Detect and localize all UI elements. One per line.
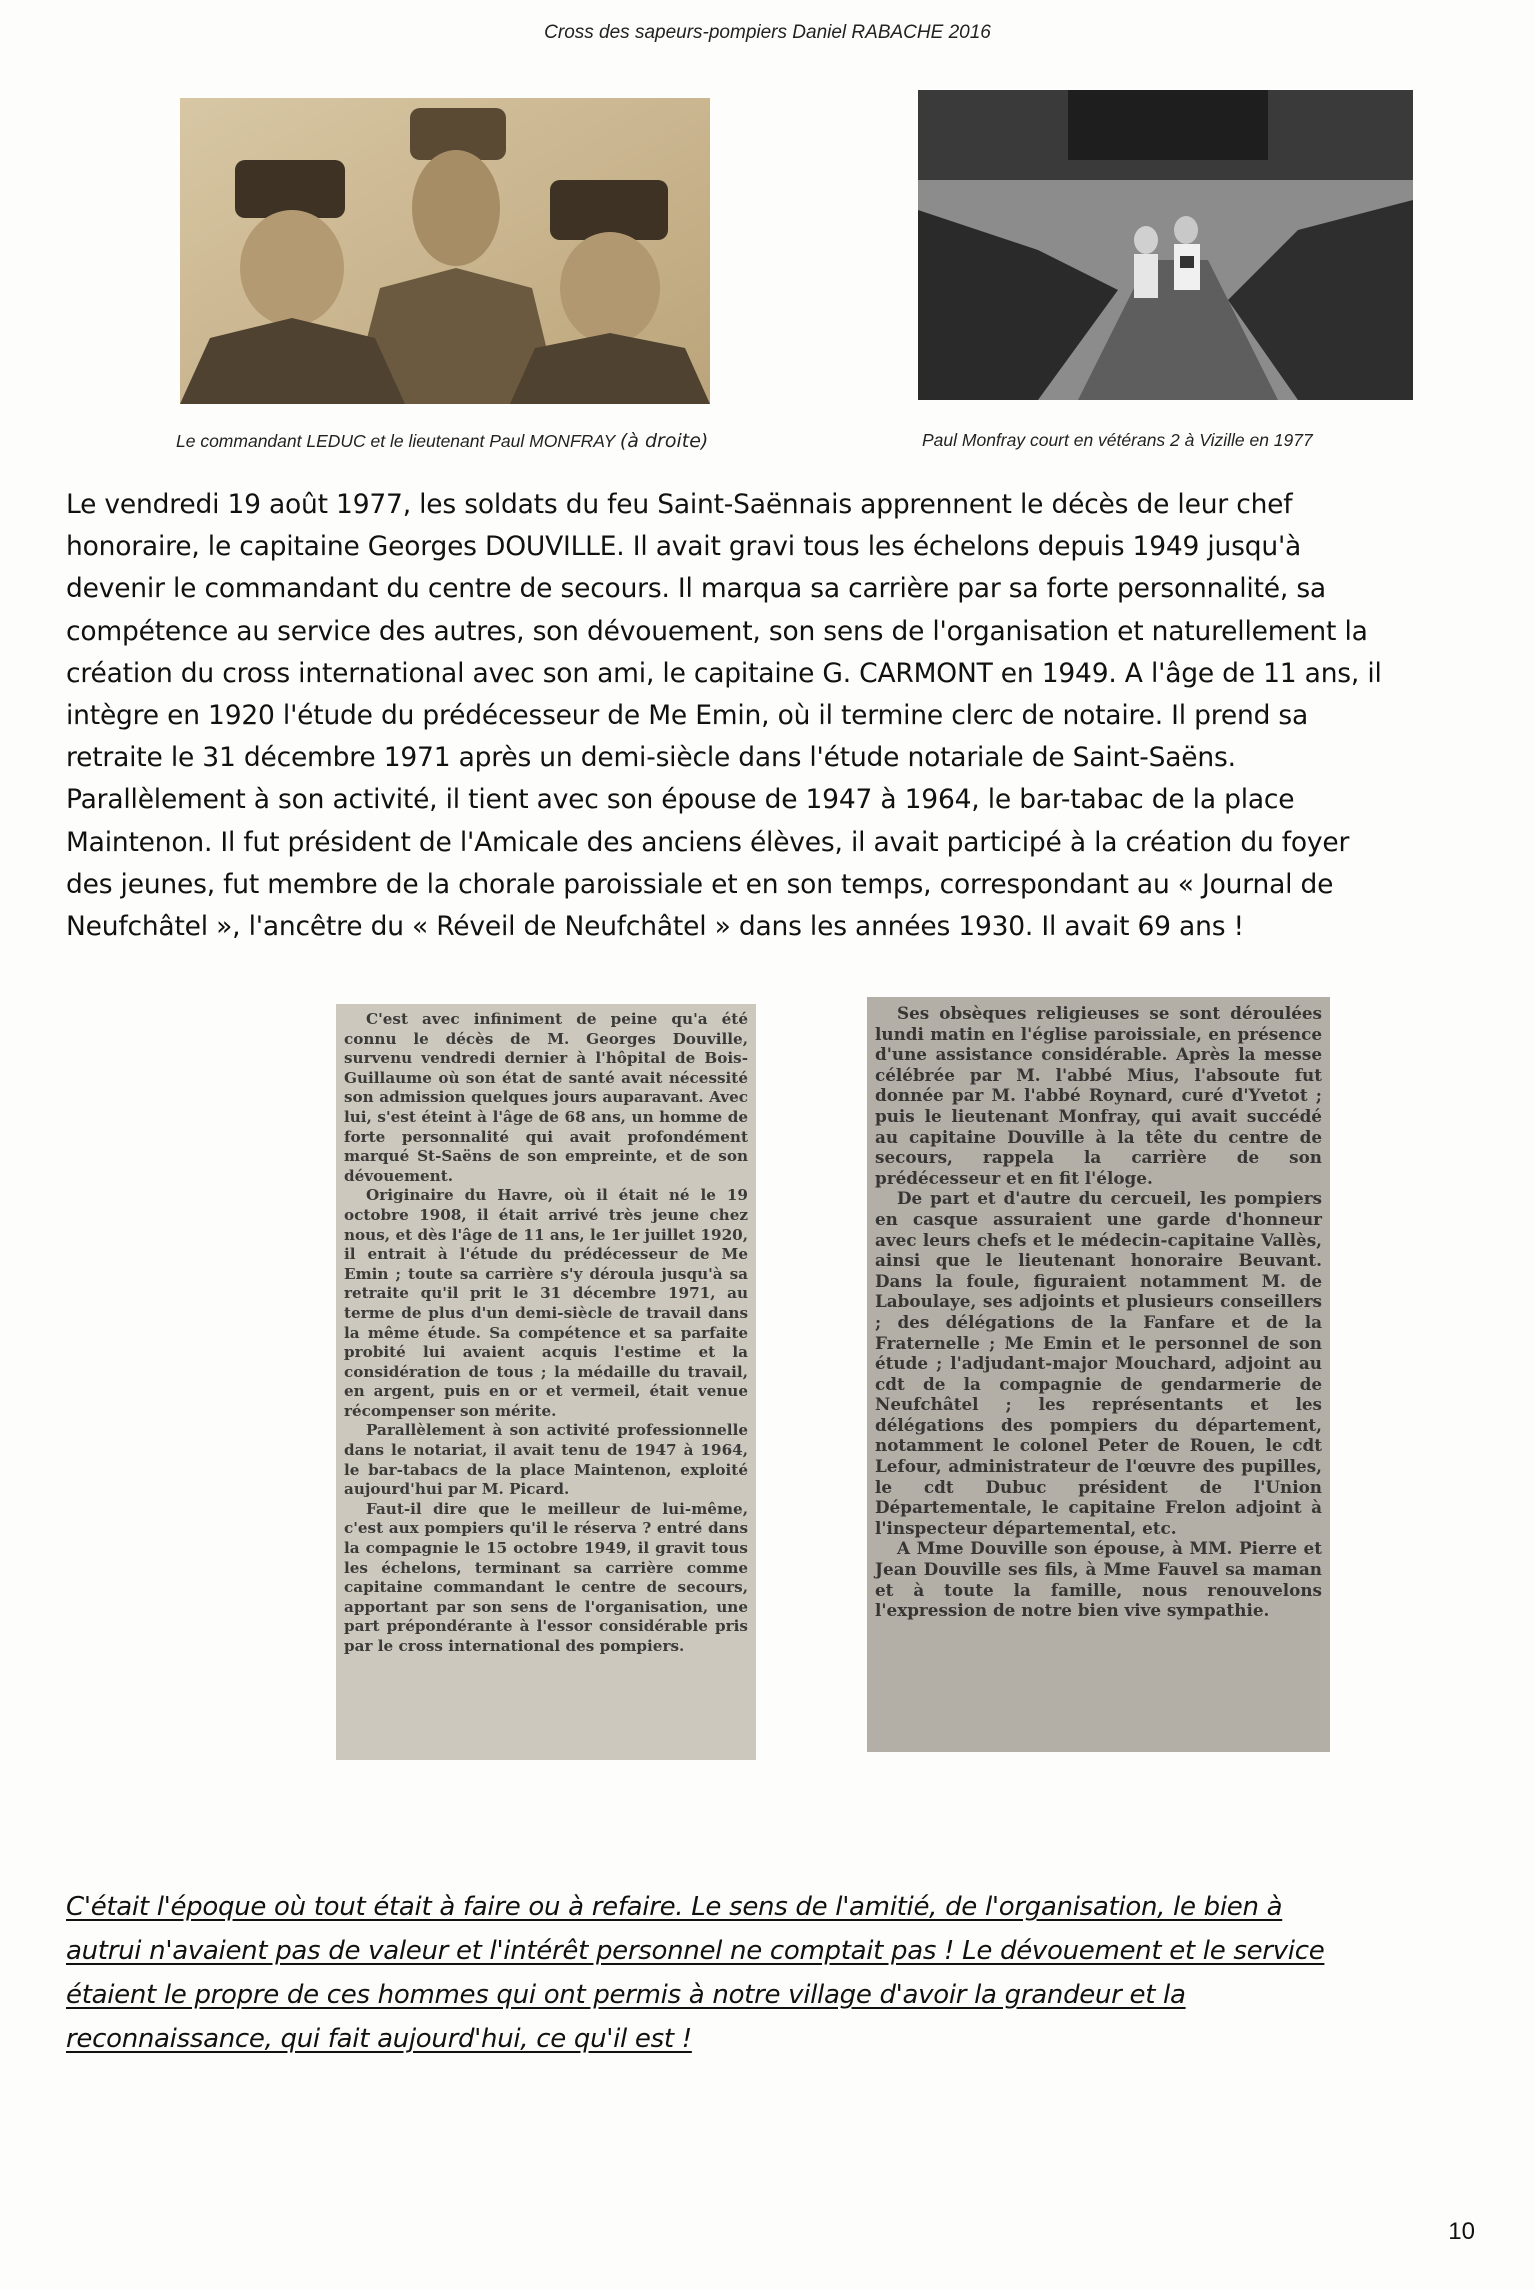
body-line: Maintenon. Il fut président de l'Amicale des anciens élèves, il avait participé à la création du foyer [66,826,1350,858]
clipping-paragraph: C'est avec infiniment de peine qu'a été connu le décès de M. Georges Douville, survenu vendredi dernier à l'hôpital de Bois-Guillaume où son état de santé avait nécessité son admission quelques jours auparavant. Avec lui, s'est éteint à l'âge de 68 ans, un homme de forte personnalité qui avait profondément marqué St-Saëns de son empreinte, et de son dévouement. [344,1010,748,1185]
body-line: Neufchâtel », l'ancêtre du « Réveil de Neufchâtel » dans les années 1930. Il avait 69 ans ! [66,911,1244,943]
body-line: honoraire, le capitaine Georges DOUVILLE. Il avait gravi tous les échelons depuis 1949 jusqu'à [66,531,1302,563]
body-line: création du cross international avec son ami, le capitaine G. CARMONT en 1949. A l'âge de 11 ans, il [66,657,1382,689]
body-line: devenir le commandant du centre de secours. Il marqua sa carrière par sa forte personnalité, sa [66,573,1326,605]
article-body [66,484,1466,948]
conclusion-line: étaient le propre de ces hommes qui ont permis à notre village d'avoir la grandeur et la [66,1980,1186,2010]
officers-photo [180,98,710,404]
clipping-paragraph: Parallèlement à son activité professionnelle dans le notariat, il avait tenu de 1947 à 1964, le bar-tabacs de la place Maintenon, exploité aujourd'hui par M. Picard. [344,1421,748,1499]
runners-photo-caption: Paul Monfray court en vétérans 2 à Vizille en 1977 [922,430,1313,450]
clipping-paragraph: Originaire du Havre, où il était né le 19 octobre 1908, il était arrivé très jeune chez nous, et dès l'âge de 11 ans, le 1er juillet 1920, il entrait à l'étude du prédécesseur de Me Emin ; toute sa carrière s'y déroula jusqu'à sa retraite qu'il prit le 31 décembre 1971, au terme de plus d'un demi-siècle de travail dans la même étude. Sa compétence et sa parfaite probité lui avaient acquis l'estime et la considération de tous ; la médaille du travail, en argent, puis en or et vermeil, était venue récompenser son mérite. [344,1186,748,1420]
body-line: retraite le 31 décembre 1971 après un demi-siècle dans l'étude notariale de Saint-Saëns. [66,742,1236,774]
body-line: intègre en 1920 l'étude du prédécesseur de Me Emin, où il termine clerc de notaire. Il prend sa [66,700,1309,732]
officers-caption-main: Le commandant LEDUC et le lieutenant Paul MONFRAY [176,431,616,451]
clipping-paragraph: A Mme Douville son épouse, à MM. Pierre et Jean Douville ses fils, à Mme Fauvel sa maman et à toute la famille, nous renouvelons l'expression de notre bien vive sympathie. [875,1538,1322,1621]
clipping-paragraph: Faut-il dire que le meilleur de lui-même, c'est aux pompiers qu'il le réserva ? entré dans la compagnie le 15 octobre 1949, il gravit tous les échelons, terminant sa carrière comme capitaine commandant le centre de secours, apportant par son sens de l'organisation, une part prépondérante à l'essor considérable pris par le cross international des pompiers. [344,1499,748,1655]
body-line: compétence au service des autres, son dévouement, son sens de l'organisation et naturellement la [66,615,1368,647]
officers-photo-caption [176,430,708,452]
clipping-paragraph: De part et d'autre du cercueil, les pompiers en casque assuraient une garde d'honneur avec leurs chefs et le médecin-capitaine Vallès, ainsi que le lieutenant honoraire Beuvant. Dans la foule, figuraient notamment M. de Laboulaye, ses adjoints et plusieurs conseillers ; des délégations de la Fanfare et de la Fraternelle ; Me Emin et le personnel de son étude ; l'adjudant-major Mouchard, adjoint au cdt de la compagnie de gendarmerie de Neufchâtel ; les représentants et les délégations des pompiers du département, notamment le colonel Peter de Rouen, le cdt Lefour, administrateur de l'œuvre des pupilles, le cdt Dubuc président de l'Union Départementale, le capitaine Frelon adjoint à l'inspecteur départemental, etc. [875,1188,1322,1538]
conclusion-line: C'était l'époque où tout était à faire ou à refaire. Le sens de l'amitié, de l'organisation, le bien à [66,1892,1283,1922]
page-header: Cross des sapeurs-pompiers Daniel RABACHE 2016 [544,22,991,43]
newspaper-clipping-funeral [867,997,1330,1752]
body-line: Le vendredi 19 août 1977, les soldats du feu Saint-Saënnais apprennent le décès de leur chef [66,489,1293,520]
clipping-paragraph: Ses obsèques religieuses se sont déroulées lundi matin en l'église paroissiale, en présence d'une assistance considérable. Après la messe célébrée par M. l'abbé Mius, l'absoute fut donnée par M. l'abbé Roynard, curé d'Yvetot ; puis le lieutenant Monfray, qui avait succédé au capitaine Douville à la tête du centre de secours, rappela la carrière de son prédécesseur et en fit l'éloge. [875,1003,1322,1188]
body-line: des jeunes, fut membre de la chorale paroissiale et en son temps, correspondant au « Journal de [66,868,1334,900]
runners-photo [918,90,1413,400]
body-line: Parallèlement à son activité, il tient avec son épouse de 1947 à 1964, le bar-tabac de la place [66,784,1295,816]
conclusion-text [66,1885,1486,2061]
officers-caption-handwritten: (à droite) [619,430,709,452]
conclusion-line: reconnaissance, qui fait aujourd'hui, ce qu'il est ! [66,2024,692,2054]
page-number: 10 [1448,2218,1475,2245]
newspaper-clipping-obituary [336,1004,756,1760]
conclusion-line: autrui n'avaient pas de valeur et l'intérêt personnel ne comptait pas ! Le dévouement et le service [66,1936,1325,1966]
